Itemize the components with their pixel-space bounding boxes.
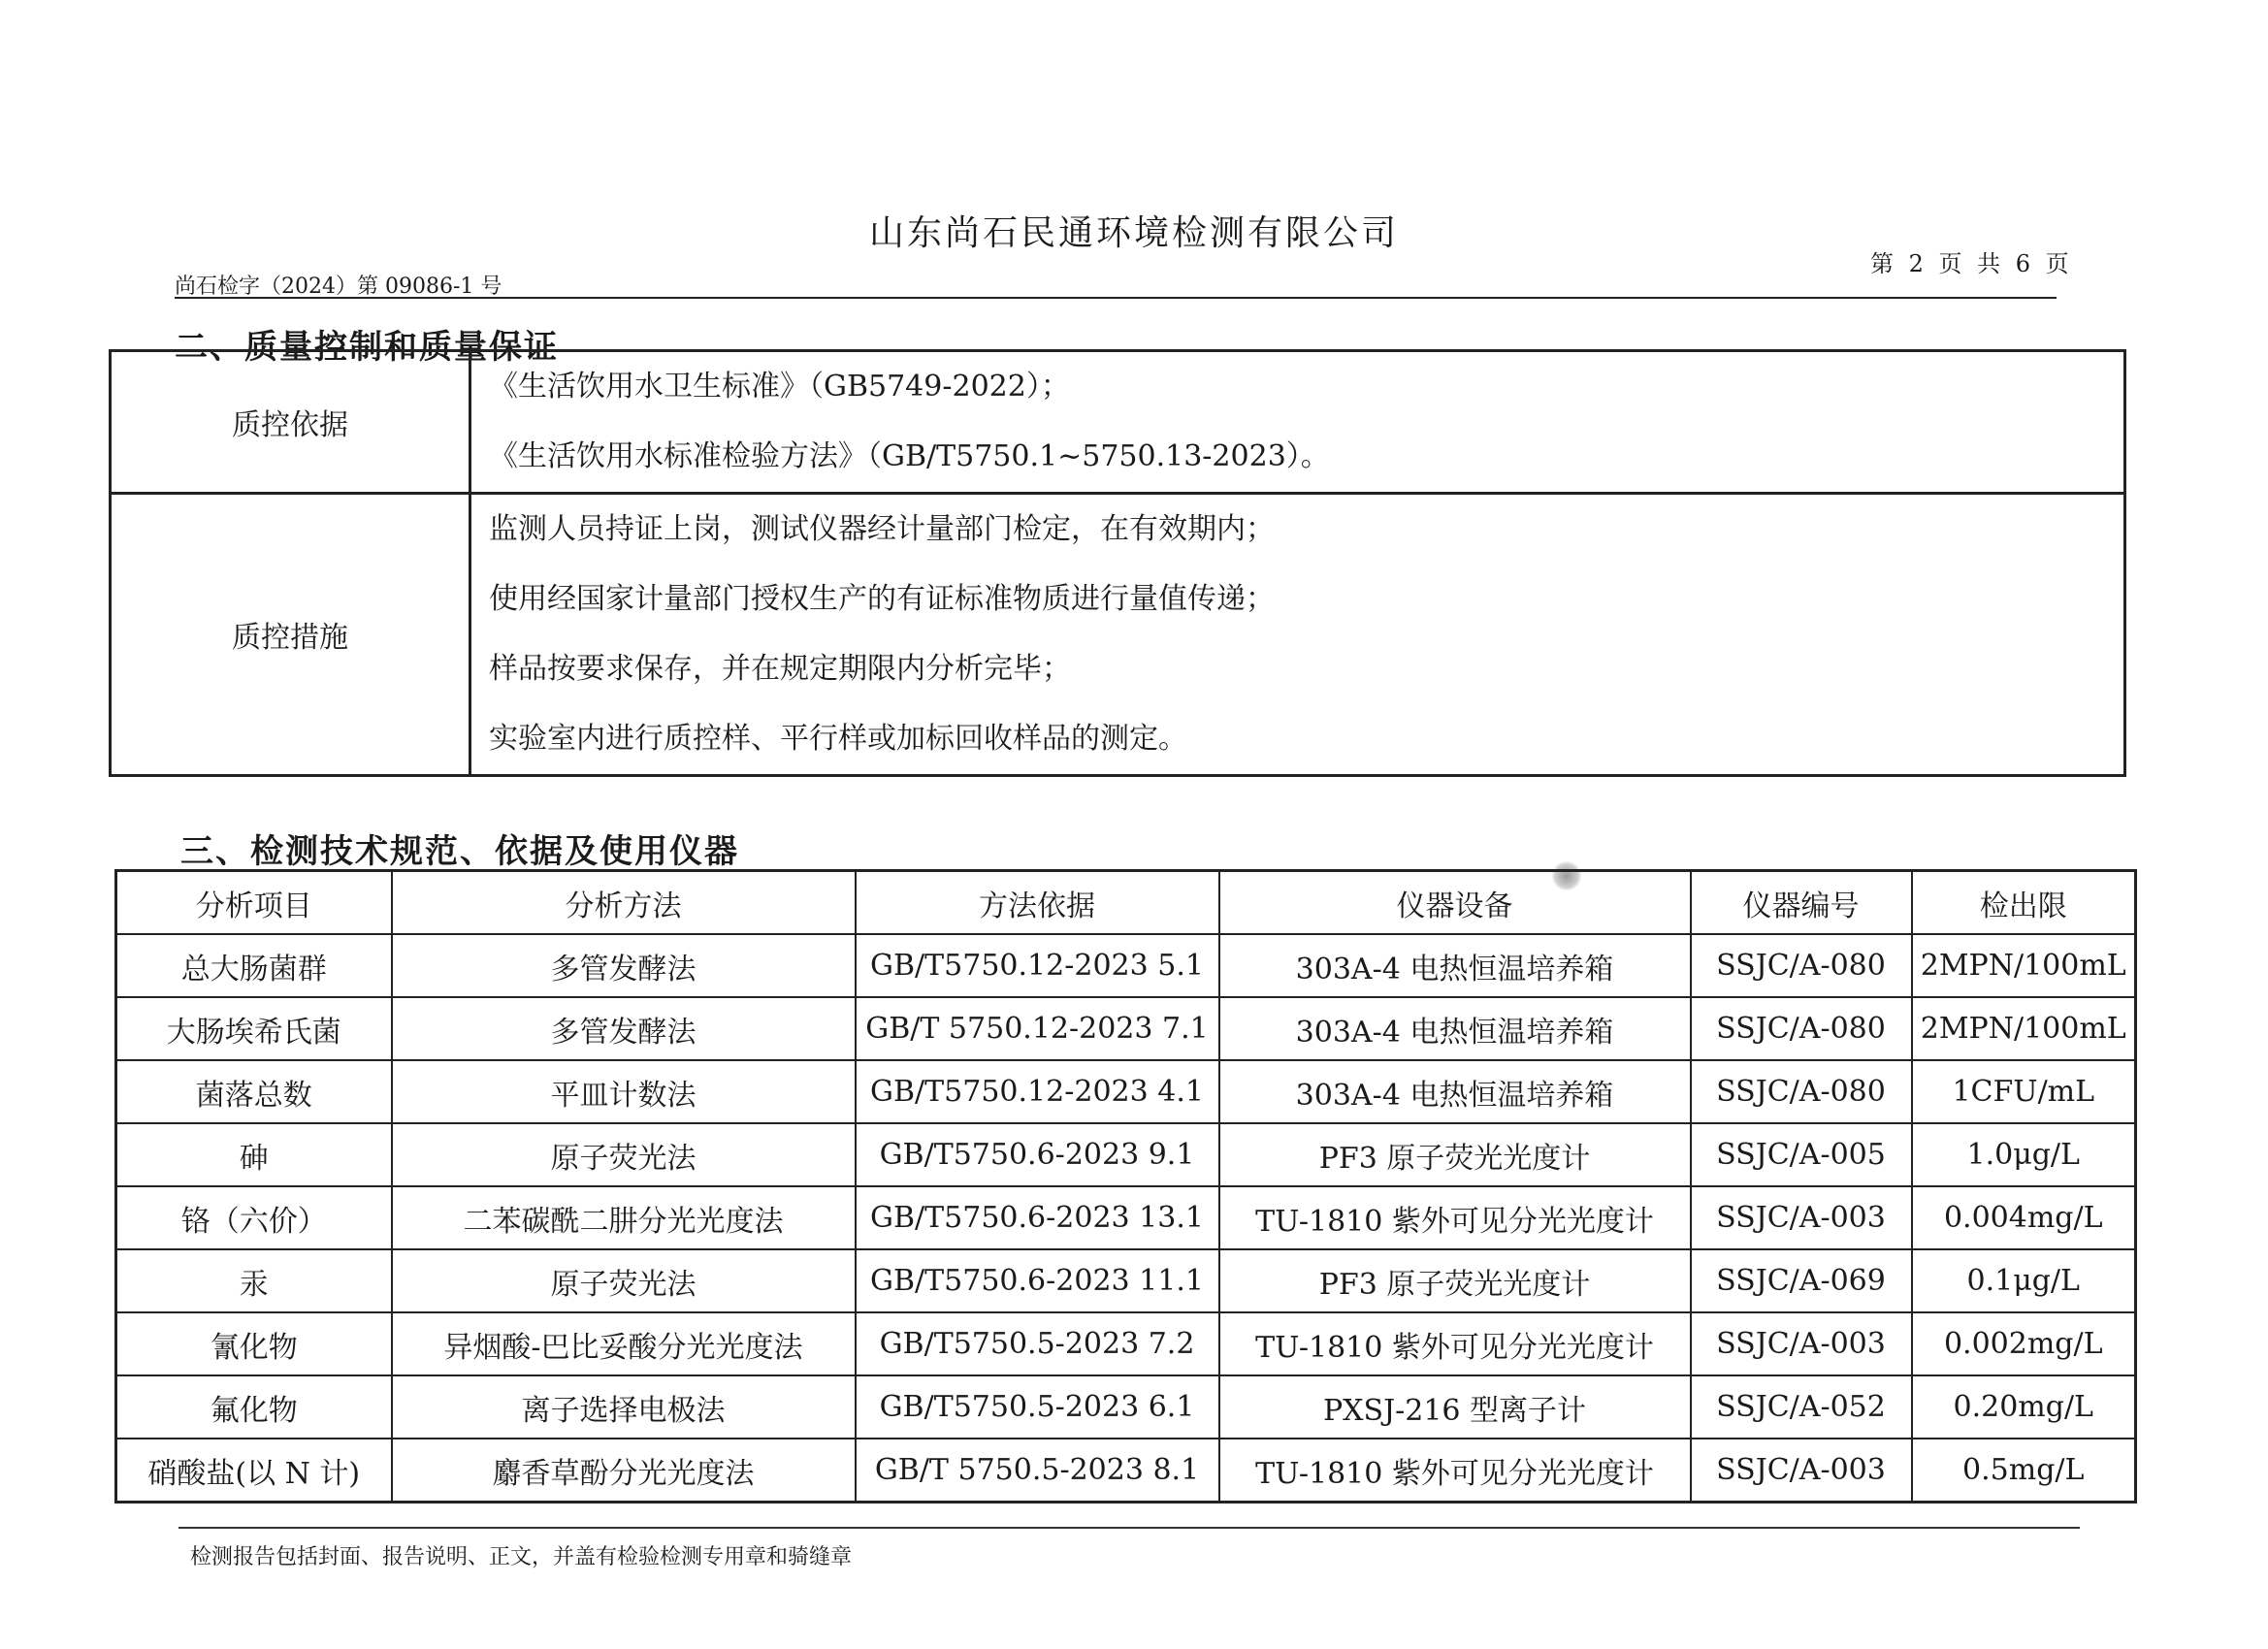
- page-indicator: 第 2 页 共 6 页: [1870, 250, 2073, 277]
- qc-measures-line: 监测人员持证上岗，测试仪器经计量部门检定，在有效期内；: [489, 512, 1275, 546]
- table-cell: 303A-4 电热恒温培养箱: [1219, 934, 1691, 997]
- table-cell: PXSJ-216 型离子计: [1219, 1375, 1691, 1439]
- table-cell: TU-1810 紫外可见分光光度计: [1219, 1312, 1691, 1375]
- column-header: 分析方法: [392, 871, 856, 935]
- table-row: [116, 1375, 2136, 1439]
- company-name: 山东尚石民通环境检测有限公司: [868, 213, 1399, 253]
- table-cell: 0.1μg/L: [1912, 1249, 2136, 1312]
- table-cell: GB/T5750.12-2023 5.1: [856, 934, 1219, 997]
- table-cell: PF3 原子荧光光度计: [1219, 1123, 1691, 1186]
- table-cell: SSJC/A-003: [1691, 1439, 1912, 1503]
- table-row: [116, 1312, 2136, 1375]
- table-cell: 铬（六价）: [116, 1186, 392, 1249]
- qc-basis-line: 《生活饮用水卫生标准》（GB5749-2022）；: [489, 370, 1070, 404]
- column-header: 检出限: [1912, 871, 2136, 935]
- table-cell: 0.004mg/L: [1912, 1186, 2136, 1249]
- table-cell: 麝香草酚分光光度法: [392, 1439, 856, 1503]
- qc-basis-line: 《生活饮用水标准检验方法》（GB/T5750.1~5750.13-2023）。: [489, 439, 1330, 473]
- table-row: [116, 1060, 2136, 1123]
- table-cell: SSJC/A-069: [1691, 1249, 1912, 1312]
- table-row: [116, 1123, 2136, 1186]
- table-cell: 多管发酵法: [392, 997, 856, 1060]
- methods-table-body: [116, 934, 2136, 1503]
- qc-measures-label: 质控措施: [111, 494, 470, 776]
- table-cell: GB/T 5750.5-2023 8.1: [856, 1439, 1219, 1503]
- table-cell: 2MPN/100mL: [1912, 934, 2136, 997]
- table-cell: 菌落总数: [116, 1060, 392, 1123]
- table-cell: 2MPN/100mL: [1912, 997, 2136, 1060]
- table-row: [116, 997, 2136, 1060]
- column-header: 分析项目: [116, 871, 392, 935]
- table-cell: 平皿计数法: [392, 1060, 856, 1123]
- table-cell: 汞: [116, 1249, 392, 1312]
- table-cell: 0.002mg/L: [1912, 1312, 2136, 1375]
- methods-header-row: [116, 871, 2136, 935]
- table-cell: TU-1810 紫外可见分光光度计: [1219, 1439, 1691, 1503]
- table-cell: PF3 原子荧光光度计: [1219, 1249, 1691, 1312]
- table-cell: 氰化物: [116, 1312, 392, 1375]
- qc-basis-label: 质控依据: [111, 351, 470, 494]
- table-row: [116, 934, 2136, 997]
- table-cell: 多管发酵法: [392, 934, 856, 997]
- table-cell: 1CFU/mL: [1912, 1060, 2136, 1123]
- table-cell: SSJC/A-052: [1691, 1375, 1912, 1439]
- table-cell: SSJC/A-003: [1691, 1186, 1912, 1249]
- table-cell: 异烟酸-巴比妥酸分光光度法: [392, 1312, 856, 1375]
- table-row: [116, 1249, 2136, 1312]
- qc-measures-line: 实验室内进行质控样、平行样或加标回收样品的测定。: [489, 722, 1187, 756]
- table-cell: GB/T5750.5-2023 6.1: [856, 1375, 1219, 1439]
- table-row: [116, 1439, 2136, 1503]
- qc-measures-content: [470, 494, 2125, 776]
- column-header: 方法依据: [856, 871, 1219, 935]
- table-cell: 303A-4 电热恒温培养箱: [1219, 997, 1691, 1060]
- table-cell: GB/T5750.12-2023 4.1: [856, 1060, 1219, 1123]
- table-cell: 总大肠菌群: [116, 934, 392, 997]
- qc-basis-row: [111, 351, 2125, 494]
- table-cell: GB/T5750.6-2023 13.1: [856, 1186, 1219, 1249]
- table-cell: 大肠埃希氏菌: [116, 997, 392, 1060]
- document-number: 尚石检字（2024）第 09086-1 号: [175, 275, 502, 299]
- section-title-quality-control: 二、质量控制和质量保证: [175, 328, 559, 367]
- section-title-methods: 三、检测技术规范、依据及使用仪器: [180, 832, 739, 871]
- qc-basis-content: [470, 351, 2125, 494]
- table-cell: 0.20mg/L: [1912, 1375, 2136, 1439]
- table-cell: 0.5mg/L: [1912, 1439, 2136, 1503]
- qc-measures-row: [111, 494, 2125, 776]
- table-cell: 原子荧光法: [392, 1123, 856, 1186]
- table-cell: SSJC/A-080: [1691, 1060, 1912, 1123]
- table-cell: 二苯碳酰二肼分光光度法: [392, 1186, 856, 1249]
- table-cell: TU-1810 紫外可见分光光度计: [1219, 1186, 1691, 1249]
- table-cell: GB/T 5750.12-2023 7.1: [856, 997, 1219, 1060]
- column-header: 仪器编号: [1691, 871, 1912, 935]
- table-cell: GB/T5750.6-2023 9.1: [856, 1123, 1219, 1186]
- qc-measures-line: 使用经国家计量部门授权生产的有证标准物质进行量值传递；: [489, 582, 1275, 616]
- table-cell: 氟化物: [116, 1375, 392, 1439]
- table-cell: GB/T5750.6-2023 11.1: [856, 1249, 1219, 1312]
- table-cell: 硝酸盐(以 N 计): [116, 1439, 392, 1503]
- qc-measures-line: 样品按要求保存，并在规定期限内分析完毕；: [489, 652, 1071, 686]
- table-cell: 原子荧光法: [392, 1249, 856, 1312]
- table-cell: 1.0μg/L: [1912, 1123, 2136, 1186]
- table-cell: SSJC/A-080: [1691, 997, 1912, 1060]
- table-cell: 303A-4 电热恒温培养箱: [1219, 1060, 1691, 1123]
- table-cell: SSJC/A-080: [1691, 934, 1912, 997]
- table-cell: 砷: [116, 1123, 392, 1186]
- footer-note: 检测报告包括封面、报告说明、正文，并盖有检验检测专用章和骑缝章: [190, 1545, 853, 1569]
- table-cell: GB/T5750.5-2023 7.2: [856, 1312, 1219, 1375]
- table-cell: SSJC/A-003: [1691, 1312, 1912, 1375]
- table-cell: SSJC/A-005: [1691, 1123, 1912, 1186]
- table-row: [116, 1186, 2136, 1249]
- header-rule: [175, 297, 2057, 299]
- table-cell: 离子选择电极法: [392, 1375, 856, 1439]
- quality-control-table: [109, 349, 2126, 777]
- column-header: 仪器设备: [1219, 871, 1691, 935]
- methods-table: [114, 869, 2137, 1504]
- footer-rule: [178, 1527, 2080, 1529]
